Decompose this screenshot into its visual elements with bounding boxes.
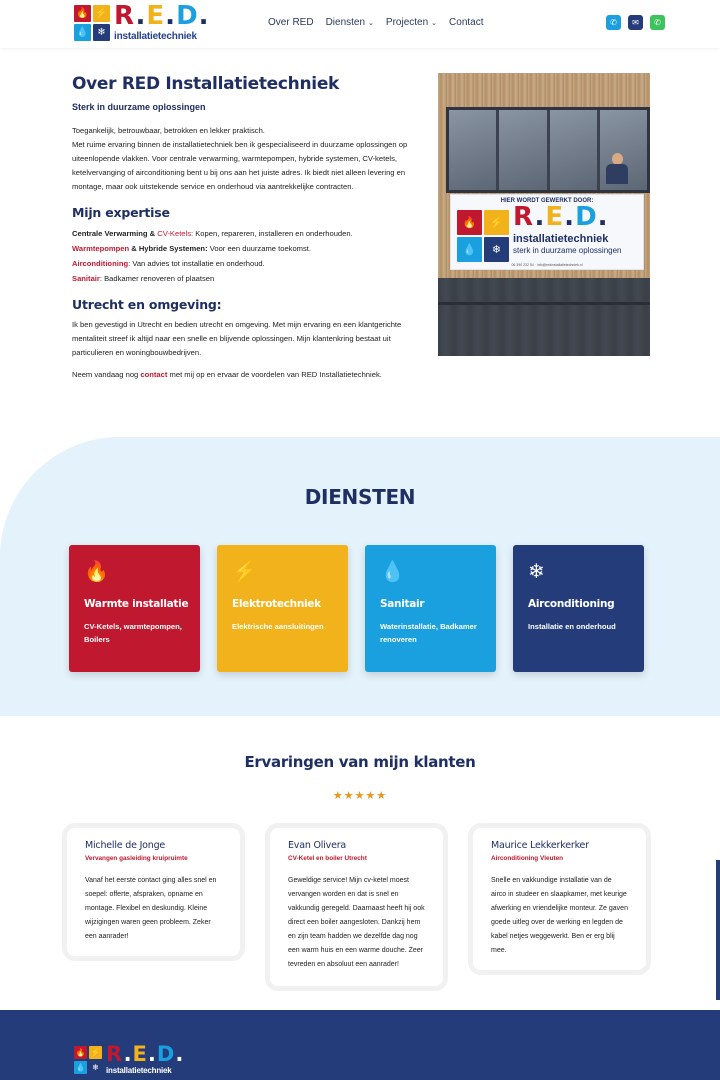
- nav-item-over-red[interactable]: Over RED: [268, 17, 314, 28]
- review-project: Airconditioning Vleuten: [491, 855, 564, 862]
- page-title: Over RED Installatietechniek: [72, 74, 340, 94]
- expertise-item-warmtepompen: Warmtepompen & Hybride Systemen: Voor een duurzame toekomst.: [72, 244, 312, 253]
- region-heading: Utrecht en omgeving:: [72, 297, 222, 312]
- whatsapp-icon[interactable]: ✆: [650, 15, 665, 30]
- snowflake-icon: ❄: [93, 24, 110, 41]
- main-nav: [268, 17, 484, 28]
- flame-icon: 🔥: [75, 1048, 86, 1057]
- service-card-elektrotechniek[interactable]: ⚡ Elektrotechniek Elektrische aansluitingen: [217, 545, 348, 672]
- about-tagline: Sterk in duurzame oplossingen: [72, 102, 206, 112]
- review-text: Geweldige service! Mijn cv-ketel moest vervangen worden en dat is snel en vakkundig geregeld. Daarnaast heeft hij ook direct een boiler aangesloten. Dankzij hem en zijn team hadden we dezelfde dag nog een warm huis en een warme douche. Zeer tevreden en absoluut een aanrader!: [288, 877, 425, 968]
- region-text: Ik ben gevestigd in Utrecht en bedien utrecht en omgeving. Met mijn ervaring en een klantgerichte mentaliteit streef ik altijd naar een snelle en blijvende oplossingen. Mijn klantenkring bestaat uit particulieren en woningbouwbedrijven.: [72, 320, 402, 357]
- photo-person: [606, 153, 628, 185]
- review-author: Michelle de Jonge: [85, 840, 166, 851]
- logo-subtitle: installatietechniek: [114, 31, 197, 42]
- service-card-warmte[interactable]: 🔥 Warmte installatie CV-Ketels, warmtepompen, Boilers: [69, 545, 200, 672]
- logo-tiles: [74, 5, 110, 41]
- contact-cta-text: Neem vandaag nog contact met mij op en ervaar de voordelen van RED Installatietechniek.: [72, 370, 382, 379]
- review-project: CV-Ketel en boiler Utrecht: [288, 855, 367, 862]
- link-sanitair[interactable]: Sanitair: [72, 274, 100, 283]
- snowflake-icon: ❄: [484, 237, 509, 262]
- review-text: Vanaf het eerste contact ging alles snel en soepel: offerte, afspraken, opname en montage. Flexibel en deskundig. Kleine wijzigingen waren geen probleem. Zeker een aanrader!: [85, 877, 217, 940]
- droplet-icon: 💧: [74, 24, 91, 41]
- header-contact-icons: [606, 15, 665, 30]
- review-card: [270, 828, 443, 986]
- services-heading: DIENSTEN: [304, 485, 416, 509]
- chevron-down-icon: ⌄: [431, 19, 438, 27]
- site-footer: [0, 1010, 720, 1080]
- nav-item-projecten[interactable]: Projecten ⌄: [385, 17, 438, 28]
- review-author: Evan Olivera: [288, 840, 347, 851]
- review-author: Maurice Lekkerkerker: [491, 840, 589, 851]
- footer-logo[interactable]: 🔥 ⚡ 💧 ❄ R.E.D. installatietechniek: [75, 1042, 185, 1075]
- flame-icon: 🔥: [74, 5, 91, 22]
- service-card-sanitair[interactable]: 💧 Sanitair Waterinstallatie, Badkamer renoveren: [365, 545, 496, 672]
- link-contact[interactable]: contact: [140, 370, 168, 379]
- chevron-down-icon: ⌄: [368, 19, 374, 27]
- about-intro-1: Toegankelijk, betrouwbaar, betrokken en lekker praktisch.: [72, 126, 265, 135]
- phone-icon[interactable]: ✆: [606, 15, 621, 30]
- flame-icon: 🔥: [84, 561, 109, 583]
- flame-icon: 🔥: [457, 210, 482, 235]
- mail-icon[interactable]: ✉: [628, 15, 643, 30]
- service-card-airconditioning[interactable]: ❄ Airconditioning Installatie en onderhoud: [513, 545, 644, 672]
- reviews-heading: Ervaringen van mijn klanten: [244, 753, 476, 771]
- about-photo: [438, 73, 650, 356]
- link-cv-ketels[interactable]: CV-Ketels: [157, 229, 192, 238]
- nav-item-diensten[interactable]: Diensten ⌄: [325, 17, 374, 28]
- snowflake-icon: ❄: [528, 561, 545, 583]
- droplet-icon: 💧: [457, 237, 482, 262]
- expertise-list: [72, 226, 412, 286]
- droplet-icon: 💧: [75, 1063, 86, 1072]
- droplet-icon: 💧: [380, 561, 405, 583]
- about-section: [72, 72, 412, 382]
- review-project: Vervangen gasleiding kruipruimte: [85, 855, 188, 862]
- bolt-icon: ⚡: [232, 561, 257, 583]
- site-logo[interactable]: [74, 1, 210, 45]
- about-intro-2: Met ruime ervaring binnen de installatietechniek ben ik gespecialiseerd in duurzame oplossingen op uiteenlopende vlakken. Voor centrale verwarming, warmtepompen, hybride systemen, CV-ketels, ketelvervanging of airconditioning bent u bij ons aan het juiste adres. Ik biedt niet alleen levering en montage, maar ook uitstekende service en onderhoud via aantrekkelijke contracten.: [72, 140, 408, 191]
- nav-item-contact[interactable]: Contact: [449, 17, 484, 28]
- expertise-item-cv: Centrale Verwarming & CV-Ketels: Kopen, repareren, installeren en onderhouden.: [72, 229, 353, 238]
- link-airconditioning[interactable]: Airconditioning: [72, 259, 129, 268]
- bolt-icon: ⚡: [484, 210, 509, 235]
- review-text: Snelle en vakkundige installatie van de airco in studeer en slaapkamer, met keurige afwerking en vriendelijke monteur. Ze gaven goede uitleg over de werking en legden de kabel netjes weggewerkt. Ben er erg blij mee.: [491, 877, 628, 954]
- bolt-icon: ⚡: [90, 1048, 101, 1057]
- review-card: [473, 828, 646, 970]
- snowflake-icon: ❄: [89, 1061, 102, 1074]
- expertise-heading: Mijn expertise: [72, 205, 170, 220]
- review-card: [67, 828, 240, 956]
- site-header: [0, 0, 720, 48]
- logo-wordmark: R.E.D.: [114, 1, 210, 31]
- expertise-item-sanitair: Sanitair: Badkamer renoveren of plaatsen: [72, 274, 215, 283]
- bolt-icon: ⚡: [93, 5, 110, 22]
- services-cards: [69, 545, 644, 672]
- link-warmtepompen[interactable]: Warmtepompen: [72, 244, 130, 253]
- expertise-item-airconditioning: Airconditioning: Van advies tot installatie en onderhoud.: [72, 259, 265, 268]
- rating-stars: ★★★★★: [332, 790, 388, 802]
- side-tab[interactable]: [716, 860, 720, 1000]
- photo-banner: HIER WORDT GEWERKT DOOR: 🔥 ⚡ 💧 ❄ R.E.D. installatietechniek sterk in duurzame oplossingen 06 390 232 54 · info@redinstallatietechniek.nl: [450, 194, 644, 270]
